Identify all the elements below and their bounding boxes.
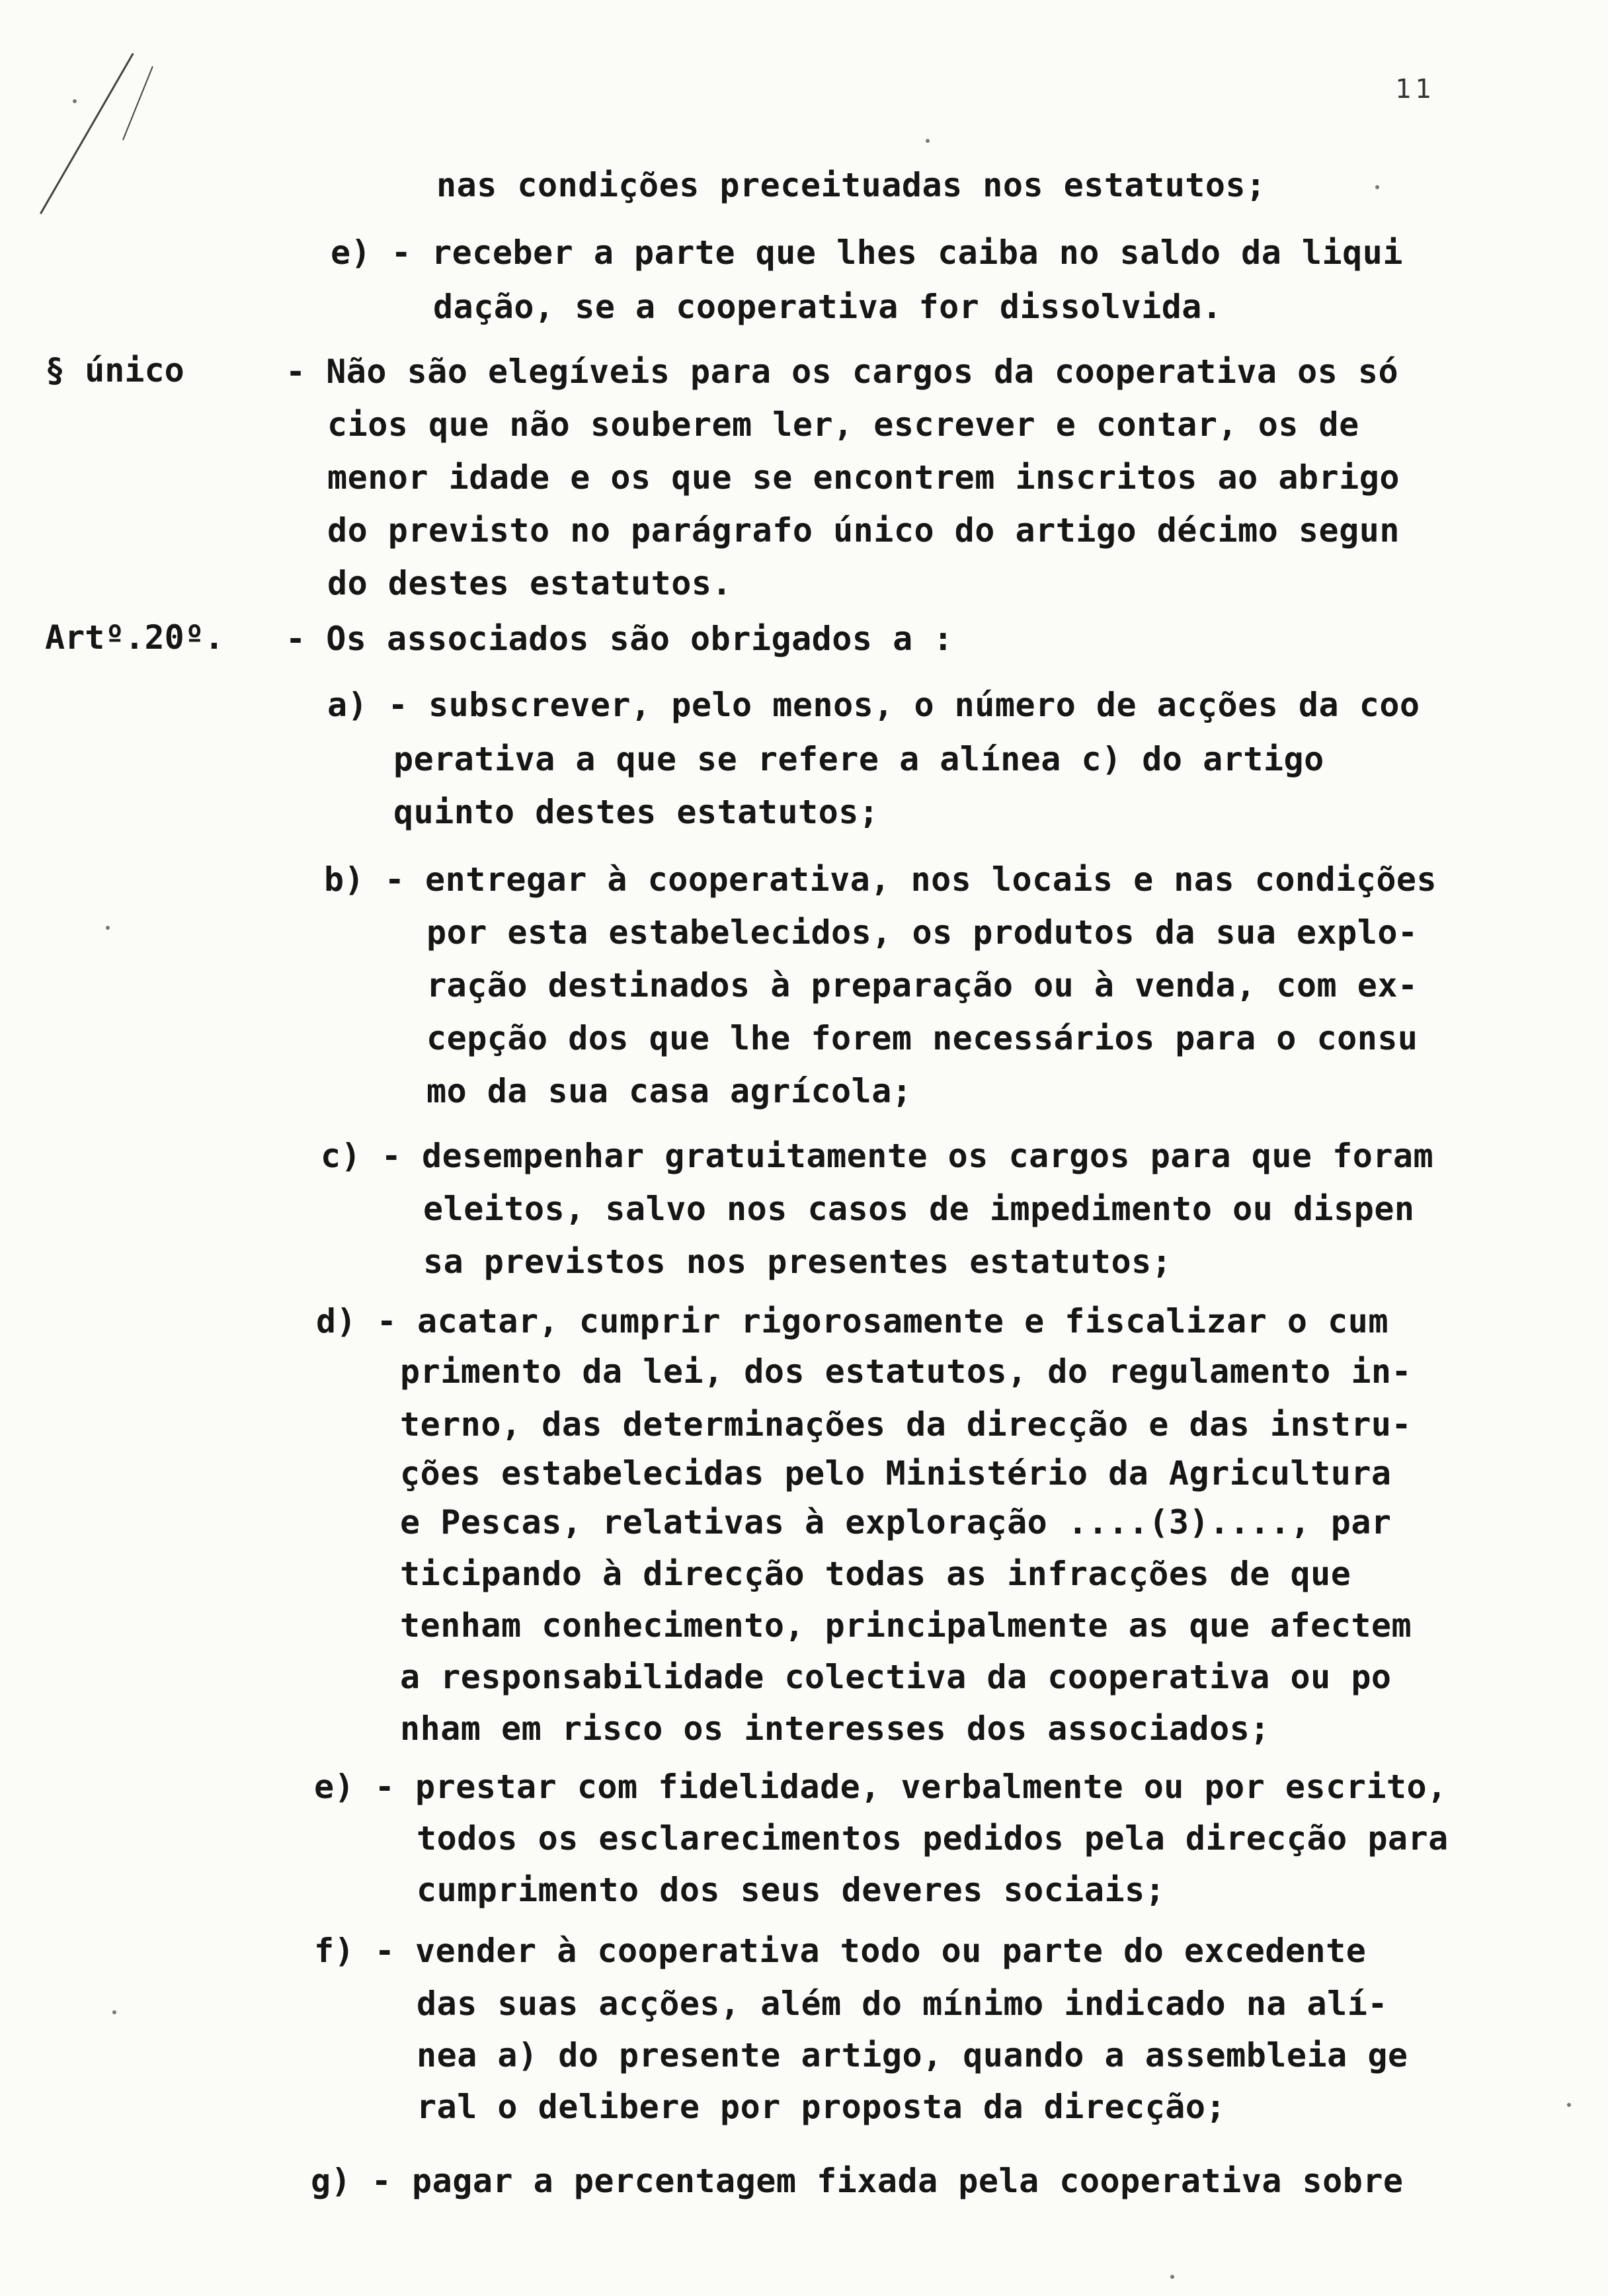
text-line: e) - receber a parte que lhes caiba no saldo da liqui — [331, 233, 1403, 272]
text-line: menor idade e os que se encontrem inscritos ao abrigo — [327, 458, 1400, 497]
scan-speck — [1170, 2275, 1174, 2279]
text-line: eleitos, salvo nos casos de impedimento ou dispen — [423, 1190, 1415, 1228]
scan-speck — [112, 2010, 116, 2014]
text-line: ração destinados à preparação ou à venda, com ex- — [426, 966, 1418, 1004]
text-line: nea a) do presente artigo, quando a assembleia ge — [417, 2036, 1408, 2074]
text-line: e) - prestar com fidelidade, verbalmente ou por escrito, — [314, 1768, 1447, 1806]
text-line: nham em risco os interesses dos associados; — [400, 1709, 1270, 1748]
text-line: do previsto no parágrafo único do artigo décimo segun — [327, 511, 1400, 550]
text-line: cios que não souberem ler, escrever e contar, os de — [327, 405, 1359, 444]
text-line: ções estabelecidas pelo Ministério da Agricultura — [400, 1454, 1392, 1493]
text-line: cumprimento dos seus deveres sociais; — [417, 1871, 1166, 1909]
text-line: - Os associados são obrigados a : — [286, 620, 953, 658]
text-line: a) - subscrever, pelo menos, o número de acções da coo — [327, 686, 1420, 724]
text-line: ticipando à direcção todas as infracções de que — [400, 1555, 1351, 1593]
text-line: mo da sua casa agrícola; — [426, 1072, 912, 1110]
text-line: dação, se a cooperativa for dissolvida. — [433, 288, 1223, 326]
text-line: terno, das determinações da direcção e das instru- — [400, 1405, 1412, 1444]
scan-speck — [106, 926, 110, 930]
text-line: por esta estabelecidos, os produtos da sua explo- — [426, 913, 1418, 952]
pen-stroke-mark — [122, 66, 153, 140]
text-line: do destes estatutos. — [327, 564, 733, 602]
text-line: nas condições preceituadas nos estatutos; — [436, 166, 1266, 204]
article-label: Artº.20º. — [45, 618, 224, 657]
scan-speck — [926, 139, 930, 143]
scan-speck — [73, 99, 77, 103]
text-line: perativa a que se refere a alínea c) do artigo — [393, 740, 1324, 778]
text-line: e Pescas, relativas à exploração ....(3)...., par — [400, 1503, 1392, 1541]
text-line: f) - vender à cooperativa todo ou parte do excedente — [314, 1932, 1367, 1970]
scan-speck — [1375, 185, 1379, 189]
text-line: ral o delibere por proposta da direcção; — [417, 2088, 1226, 2126]
text-line: primento da lei, dos estatutos, do regulamento in- — [400, 1352, 1412, 1391]
text-line: todos os esclarecimentos pedidos pela direcção para — [417, 1819, 1449, 1858]
text-line: sa previstos nos presentes estatutos; — [423, 1243, 1172, 1281]
text-line: quinto destes estatutos; — [393, 793, 879, 831]
text-line: - Não são elegíveis para os cargos da cooperativa os só — [286, 352, 1399, 391]
text-line: cepção dos que lhe forem necessários para o consu — [426, 1019, 1418, 1057]
text-line: g) - pagar a percentagem fixada pela cooperativa sobre — [311, 2162, 1404, 2200]
scan-speck — [1567, 2103, 1571, 2107]
text-line: a responsabilidade colectiva da cooperativa ou po — [400, 1658, 1392, 1696]
text-line: tenham conhecimento, principalmente as que afectem — [400, 1606, 1412, 1645]
text-line: d) - acatar, cumprir rigorosamente e fiscalizar o cum — [316, 1302, 1388, 1340]
section-label: § único — [45, 351, 184, 390]
text-line: das suas acções, além do mínimo indicado na alí- — [417, 1985, 1388, 2023]
text-line: c) - desempenhar gratuitamente os cargos para que foram — [321, 1137, 1434, 1175]
text-line: b) - entregar à cooperativa, nos locais e nas condições — [324, 860, 1437, 899]
page-number: 11 — [1395, 74, 1435, 104]
pen-stroke-mark — [40, 53, 134, 214]
